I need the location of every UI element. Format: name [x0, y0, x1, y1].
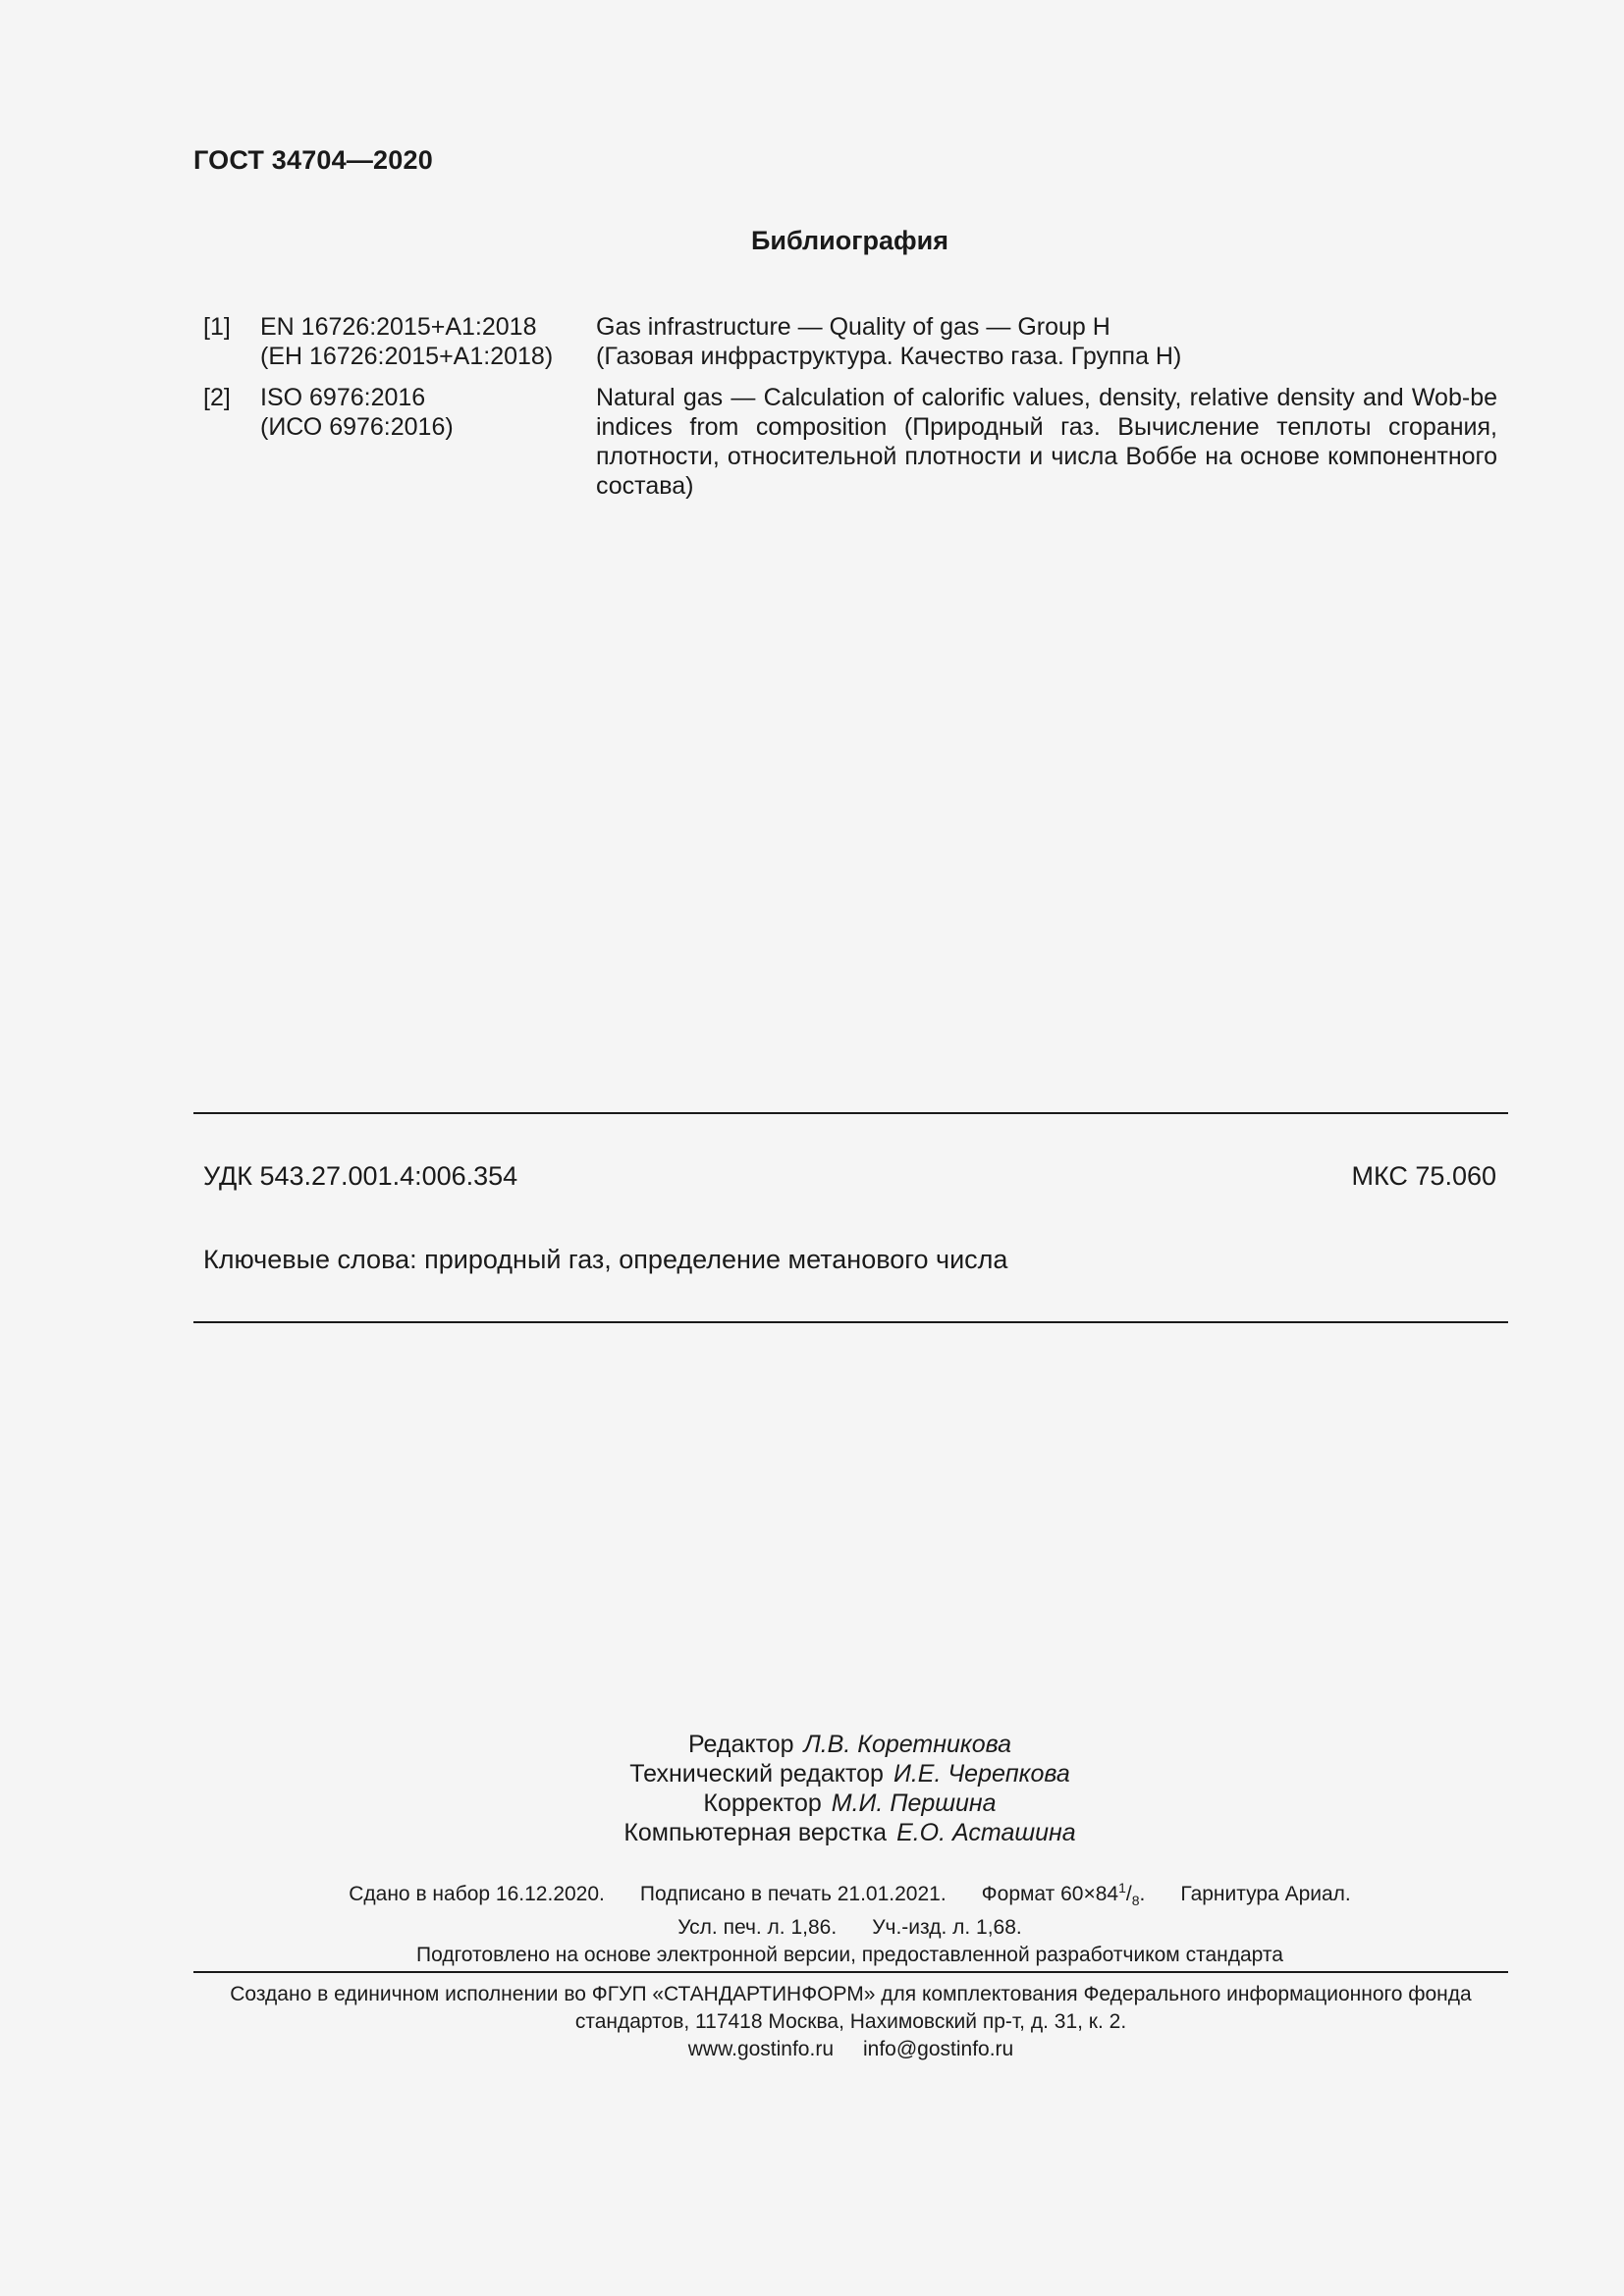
entry-reference-russian: (ИСО 6976:2016): [260, 413, 454, 441]
credit-name: Л.В. Коретникова: [803, 1731, 1012, 1758]
imprint-line-2: [0, 1914, 1624, 1942]
divider-publisher: [193, 1971, 1508, 1973]
entry-title-original: Gas infrastructure — Quality of gas — Group H: [596, 313, 1110, 341]
credit-line: [0, 1818, 1624, 1847]
publisher-website-link[interactable]: www.gostinfo.ru: [687, 2038, 834, 2060]
divider-bottom: [193, 1321, 1508, 1323]
entry-number: [1]: [203, 313, 231, 341]
mks-code: МКС 75.060: [1351, 1161, 1496, 1191]
entry-reference-russian: (ЕН 16726:2015+А1:2018): [260, 343, 554, 370]
imprint-prepared: Подготовлено на основе электронной версии, предоставленной разработчиком стандарта: [416, 1944, 1283, 1967]
publisher-block: [193, 1981, 1508, 2063]
entry-reference-original: EN 16726:2015+A1:2018: [260, 313, 537, 341]
bibliography-entry: [203, 312, 1497, 371]
imprint-block: [0, 1874, 1624, 1969]
credit-line: [0, 1789, 1624, 1818]
entry-reference: [260, 383, 596, 501]
entry-reference: [260, 312, 596, 371]
credit-line: [0, 1730, 1624, 1759]
imprint-line-1: [0, 1874, 1624, 1914]
entry-title: Natural gas — Calculation of calorific values, density, relative density and Wob-be indices from composition (Природный газ. Вычисление теплоты сгорания, плотности, относительной плотности и числа Воббе на основе компонентного состава): [596, 384, 1497, 500]
entry-reference-original: ISO 6976:2016: [260, 384, 426, 411]
bibliography-title: Библиография: [751, 226, 948, 255]
bibliography-list: [203, 312, 1497, 512]
imprint-format: [981, 1880, 1146, 1909]
bibliography-entry: [203, 383, 1497, 501]
imprint-signed: Подписано в печать 21.01.2021.: [639, 1883, 947, 1905]
imprint-print-sheets: Усл. печ. л. 1,86.: [677, 1916, 838, 1940]
standard-code: ГОСТ 34704—2020: [193, 145, 433, 175]
divider-top: [193, 1112, 1508, 1114]
credit-name: М.И. Першина: [831, 1789, 997, 1817]
imprint-pub-sheets: Уч.-изд. л. 1,68.: [872, 1916, 1022, 1940]
format-numerator: 1: [1118, 1880, 1126, 1896]
entry-number: [2]: [203, 384, 231, 411]
credits-block: [0, 1730, 1624, 1847]
udk-code: УДК 543.27.001.4:006.354: [203, 1161, 518, 1191]
credit-line: [0, 1759, 1624, 1789]
entry-title: [596, 312, 1497, 371]
publisher-email-link[interactable]: info@gostinfo.ru: [863, 2038, 1014, 2060]
credit-role: Корректор: [703, 1789, 822, 1817]
format-prefix: Формат 60×84: [981, 1883, 1119, 1905]
credit-role: Редактор: [687, 1731, 794, 1758]
keywords: Ключевые слова: природный газ, определение метанового числа: [203, 1245, 1008, 1274]
credit-role: Компьютерная верстка: [623, 1819, 888, 1846]
publisher-line-2: стандартов, 117418 Москва, Нахимовский пр-т, д. 31, к. 2.: [574, 2010, 1127, 2033]
credit-name: И.Е. Черепкова: [893, 1760, 1070, 1788]
imprint-sent: Сдано в набор 16.12.2020.: [349, 1883, 605, 1905]
credit-role: Технический редактор: [629, 1760, 884, 1788]
format-slash: /: [1125, 1883, 1132, 1905]
credit-name: Е.О. Асташина: [896, 1819, 1076, 1846]
publisher-contacts: [193, 2036, 1508, 2063]
entry-title-russian: (Газовая инфраструктура. Качество газа. Группа Н): [596, 343, 1182, 370]
format-denominator: 8: [1131, 1893, 1140, 1909]
format-suffix: .: [1139, 1883, 1146, 1905]
imprint-font: Гарнитура Ариал.: [1180, 1883, 1351, 1905]
publisher-line-1: Создано в единичном исполнении во ФГУП «СТАНДАРТИНФОРМ» для комплектования Федерального информационного фонда: [230, 1983, 1472, 2005]
